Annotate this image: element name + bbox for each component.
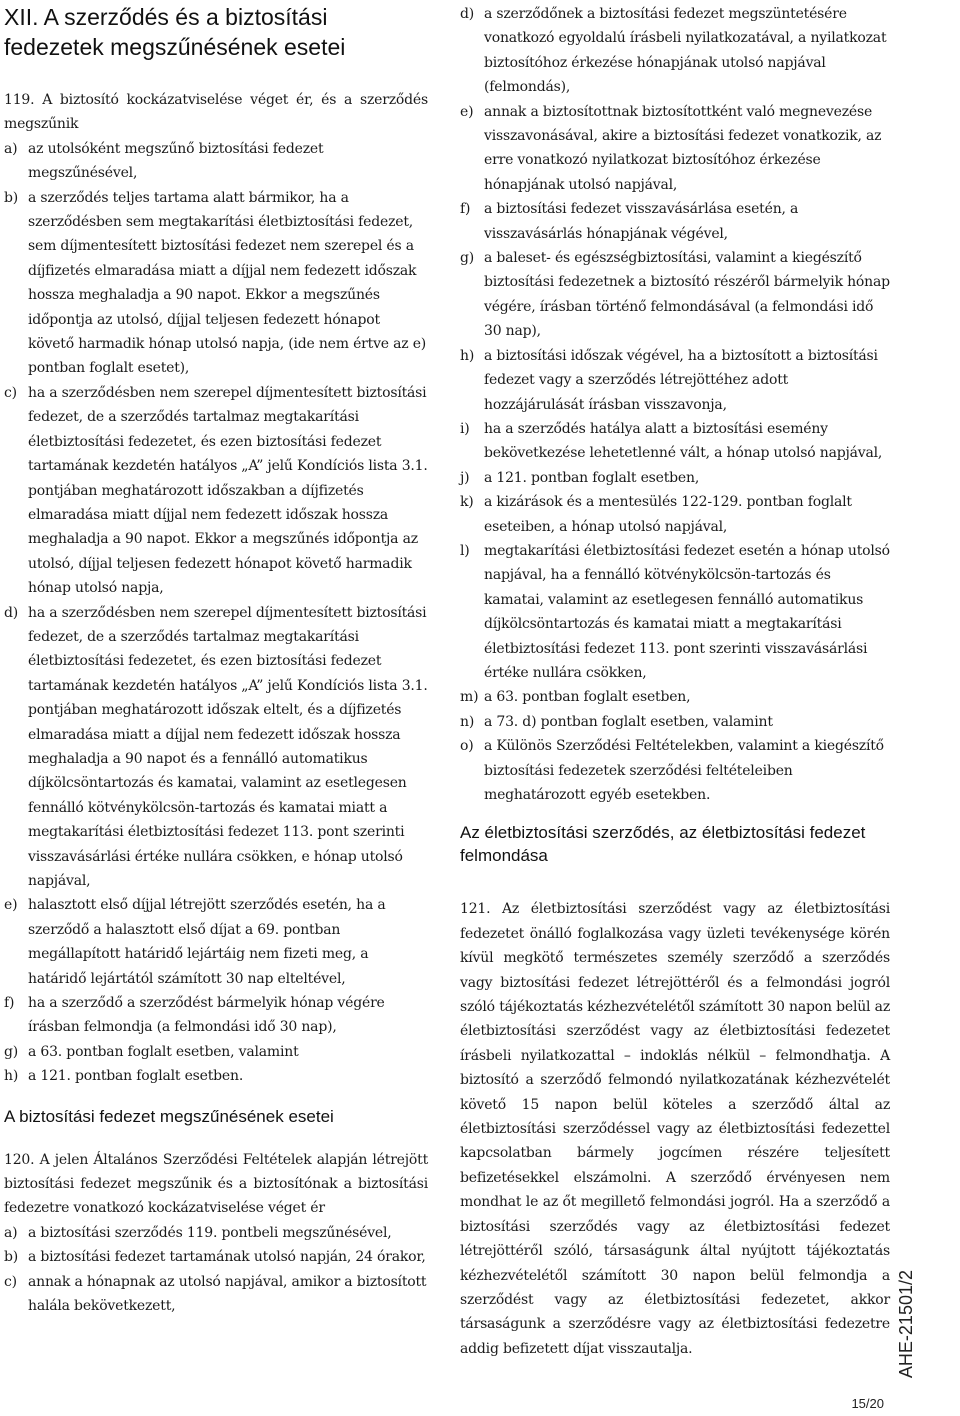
list-item: e) halasztott első díjjal létrejött szerződés esetén, ha a szerződő a halasztott első díjat a 69. pontban megállapított határidő lejártáig nem fizeti meg, a határidő lejártától számított 30 nap elteltével, xyxy=(4,897,386,987)
list-item: d) a szerződőnek a biztosítási fedezet megszüntetésére vonatkozó egyoldalú írásbeli nyilatkozatával, a nyilatkozat biztosítóhoz érkezése hónapjának utolsó napjával (felmondás), xyxy=(460,6,887,96)
list-item: g) a 63. pontban foglalt esetben, valamint xyxy=(4,1043,299,1060)
list-item: i) ha a szerződés hatálya alatt a biztosítási esemény bekövetkezése lehetetlenné vált, a hónap utolsó napjával, xyxy=(460,420,883,462)
list-item: f) a biztosítási fedezet visszavásárlása esetén, a visszavásárlás hónapjának végével, xyxy=(460,201,799,242)
list-item: a) az utolsóként megszűnő biztosítási fedezet megszűnésével, xyxy=(4,140,324,182)
list-item: h) a 121. pontban foglalt esetben. xyxy=(4,1068,244,1085)
list-item: e) annak a biztosítottnak biztosítottként való megnevezése visszavonásával, akire a biztosítási fedezet vonatkozik, az erre vonatkozó nyilatkozat biztosítóhoz érkezése hónapjának utolsó napjával, xyxy=(460,103,882,193)
document-code: AHE-21501/2 xyxy=(896,1270,916,1379)
p119-list xyxy=(4,137,428,1089)
right-column xyxy=(460,0,890,1361)
list-item: b) a biztosítási fedezet tartamának utolsó napján, 24 órakor, xyxy=(4,1249,426,1266)
list-item: j) a 121. pontban foglalt esetben, xyxy=(460,469,700,486)
list-item: l) megtakarítási életbiztosítási fedezet esetén a hónap utolsó napjával, ha a fennálló kötvénykölcsön-tartozás és kamatai, valamint az esetlegesen fennálló automatikus díjkölcsöntartozás és kamatai miatt a megtakarítási életbiztosítási fedezet 113. pont szerinti visszavásárlási értéke nullára csökken, xyxy=(460,542,890,681)
list-item: d) ha a szerződésben nem szerepel díjmentesített biztosítási fedezet, de a szerződés tartalmaz megtakarítási életbiztosítási fedezetet, és ezen biztosítási fedezet tartamának kezdetén hatályos „A” jelű Kondíciós lista 3.1. pontjában meghatározott időszak eltelt, és a díjfizetés elmaradása miatt a díjjal nem fedezett időszak hossza meghaladja a 90 napot és a fennálló automatikus díjkölcsöntartozás és kamatai, valamint az esetlegesen fennálló kötvénykölcsön-tartozás és kamatai miatt a megtakarítási életbiztosítási fedezet 113. pont szerinti visszavásárlási értéke nullára csökken, e hónap utolsó napjával, xyxy=(4,604,428,889)
list-item: g) a baleset- és egészségbiztosítási, valamint a kiegészítő biztosítási fedezetnek a biztosító részéről bármelyik hónap végére, írásban történő felmondásával (a felmondási idő 30 nap), xyxy=(460,250,890,340)
list-item: k) a kizárások és a mentesülés 122-129. pontban foglalt eseteiben, a hónap utolsó napjával, xyxy=(460,494,852,535)
list-item: a) a biztosítási szerződés 119. pontbeli megszűnésével, xyxy=(4,1224,392,1241)
list-item: h) a biztosítási időszak végével, ha a biztosított a biztosítási fedezet vagy a szerződés létrejöttéhez adott hozzájárulását írásban visszavonja, xyxy=(460,347,878,413)
list-item: f) ha a szerződő a szerződést bármelyik hónap végére írásban felmondja (a felmondási idő 30 nap), xyxy=(4,995,385,1036)
p120-intro: 120. A jelen Általános Szerződési Feltételek alapján létrejött biztosítási fedezet megszűnik és a biztosítónak a biztosítási fedezetre vonatkozó kockázatviselése véget ér xyxy=(4,1151,428,1217)
left-column xyxy=(4,0,428,1319)
p120-list-left xyxy=(4,1221,428,1319)
list-item: m) a 63. pontban foglalt esetben, xyxy=(460,689,691,706)
page-number: 15/20 xyxy=(851,1396,884,1411)
section-title: XII. A szerződés és a biztosítási fedezetek megszűnésének esetei xyxy=(4,4,346,60)
p119-intro: 119. A biztosító kockázatviselése véget ér, és a szerződés megszűnik xyxy=(4,92,428,133)
list-item: c) ha a szerződésben nem szerepel díjmentesített biztosítási fedezet, de a szerződés tartalmaz megtakarítási életbiztosítási fedezetet, és ezen biztosítási fedezet tartamának kezdetén hatályos „A” jelű Kondíciós lista 3.1. pontjában meghatározott időszakban a díjfizetés elmaradása miatt díjjal nem fedezett időszak hossza meghaladja a 90 napot. Ekkor a megszűnés időpontja az utolsó, díjjal teljesen fedezett hónapot követő harmadik hónap utolsó napja, xyxy=(4,384,428,597)
p121-text: 121. Az életbiztosítási szerződést vagy az életbiztosítási fedezetet önálló foglalkozása vagy üzleti tevékenysége körén kívül megkötő természetes személy szerződő a szerződés vagy biztosítási fedezet létrejöttéről és a felmondási jogról szóló tájékoztatás kézhezvételétől számított 30 napon belül az életbiztosítási szerződést vagy az életbiztosítási fedezetet írásbeli nyilatkozattal – indoklás nélkül – felmondhatja. A biztosító a szerződő felmondó nyilatkozatának kézhezvételét követő 15 napon belül köteles a szerződő által az életbiztosítási szerződéssel vagy az életbiztosítási fedezettel kapcsolatban bármely jogcímen részére teljesített befizetésekkel elszámolni. A szerződő érvényesen nem mondhat le az őt megillető felmondási jogról. Ha a szerződő a biztosítási szerződés vagy az életbiztosítási fedezet létrejöttéről szóló, társaságunk által nyújtott tájékoztatás kézhezvételétől számított 30 napon belül felmondja a szerződést vagy az életbiztosítási fedezetet, akkor társaságunk a szerződésre vagy az életbiztosítási fedezetre addig befizetett díjat visszautalja. xyxy=(460,901,890,1357)
heading-fedezet: A biztosítási fedezet megszűnésének esetei xyxy=(4,1106,334,1126)
heading-elet: Az életbiztosítási szerződés, az életbiztosítási fedezet felmondása xyxy=(460,823,866,866)
list-item: o) a Különös Szerződési Feltételekben, valamint a kiegészítő biztosítási fedezetek szerződési feltételeiben meghatározott egyéb esetekben. xyxy=(460,738,884,803)
p120-list-right xyxy=(460,2,890,807)
list-item: b) a szerződés teljes tartama alatt bármikor, ha a szerződésben sem megtakarítási életbiztosítási fedezet, sem díjmentesített biztosítási fedezet nem szerepel és a díjfizetés elmaradása miatt a díjjal nem fedezett időszak hossza meghaladja a 90 napot. Ekkor a megszűnés időpontja az utolsó, díjjal teljesen fedezett hónapot követő harmadik hónap utolsó napja, (ide nem értve az e) pontban foglalt esetet), xyxy=(4,189,427,377)
list-item: c) annak a hónapnak az utolsó napjával, amikor a biztosított halála bekövetkezett, xyxy=(4,1273,427,1315)
list-item: n) a 73. d) pontban foglalt esetben, valamint xyxy=(460,713,773,730)
